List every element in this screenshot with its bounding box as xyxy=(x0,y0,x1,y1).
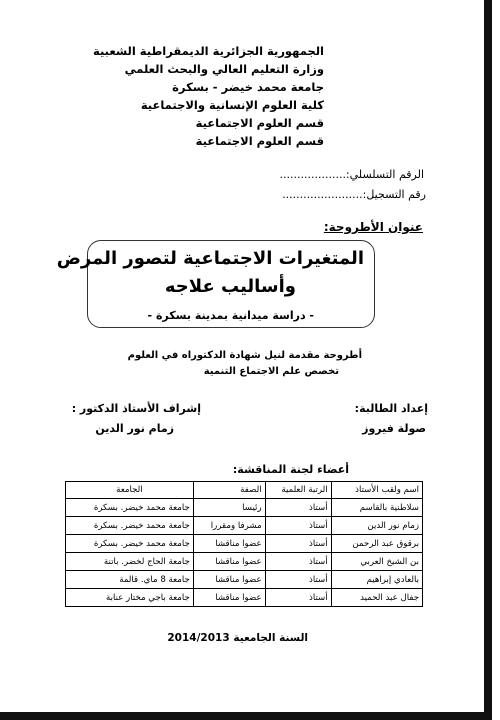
thesis-title-box xyxy=(56,240,375,328)
table-row xyxy=(66,589,423,607)
university-line: جامعة محمد خيضر - بسكرة xyxy=(172,80,324,94)
member-university: جامعة الحاج لخضر. باتنة xyxy=(66,553,194,571)
institution-header xyxy=(93,42,324,150)
member-role: رئيسا xyxy=(193,499,265,517)
member-role: عضوا مناقشا xyxy=(193,571,265,589)
committee-label: أعضاء لجنة المناقشة: xyxy=(232,463,349,476)
republic-line: الجمهورية الجزائرية الديمقراطية الشعبية xyxy=(92,44,324,58)
column-header-name: اسم ولقب الأستاذ xyxy=(331,482,422,499)
specialization: تخصص علم الاجتماع التنمية xyxy=(203,366,339,377)
table-row xyxy=(66,553,423,571)
table-row xyxy=(66,535,423,553)
member-role: مشرفا ومقررا xyxy=(193,517,265,535)
ministry-line: وزارة التعليم العالي والبحث العلمي xyxy=(124,62,324,76)
member-name: زمام نور الدين xyxy=(331,517,422,535)
member-name: بالعادي إبراهيم xyxy=(331,571,422,589)
member-role: عضوا مناقشا xyxy=(193,589,265,607)
table-row xyxy=(66,517,423,535)
department-line-repeat: قسم العلوم الاجتماعية xyxy=(195,134,324,148)
academic-year: السنة الجامعية 2014/2013 xyxy=(167,632,308,644)
committee-table xyxy=(65,481,423,607)
member-rank: أستاذ xyxy=(265,553,331,571)
member-role: عضوا مناقشا xyxy=(193,535,265,553)
member-role: عضوا مناقشا xyxy=(193,553,265,571)
thesis-description: أطروحة مقدمة لنيل شهادة الدكتوراه في العلوم xyxy=(127,350,362,361)
member-rank: أستاذ xyxy=(265,517,331,535)
table-header-row xyxy=(66,482,423,499)
table-row xyxy=(66,499,423,517)
faculty-line: كلية العلوم الإنسانية والاجتماعية xyxy=(140,98,324,112)
supervisor-label: إشراف الأستاذ الدكتور : xyxy=(71,402,201,415)
member-rank: أستاذ xyxy=(265,571,331,589)
column-header-role: الصفة xyxy=(193,482,265,499)
member-university: جامعة محمد خيضر. بسكرة xyxy=(66,499,194,517)
member-name: جفال عبد الحميد xyxy=(331,589,422,607)
table-row xyxy=(66,571,423,589)
thesis-title-label: عنوان الأطروحة: xyxy=(323,220,423,234)
column-header-university: الجامعة xyxy=(66,482,194,499)
member-name: بن الشيخ العربي xyxy=(331,553,422,571)
member-university: جامعة محمد خيضر. بسكرة xyxy=(66,517,194,535)
member-university: جامعة 8 ماي. قالمة xyxy=(66,571,194,589)
member-rank: أستاذ xyxy=(265,499,331,517)
prepared-by-label: إعداد الطالبة: xyxy=(354,402,428,415)
column-header-rank: الرتبة العلمية xyxy=(265,482,331,499)
member-name: برقوق عبد الرحمن xyxy=(331,535,422,553)
supervisor-name: زمام نور الدين xyxy=(95,422,174,435)
serial-number: الرقم التسلسلي:................... xyxy=(279,168,424,181)
registration-number: رقم التسجيل:....................... xyxy=(282,188,426,201)
thesis-subtitle: - دراسة ميدانية بمدينة بسكرة - xyxy=(147,309,314,322)
student-name: صولة فيروز xyxy=(362,422,426,435)
thesis-title-line2: وأساليب علاجه xyxy=(164,276,296,297)
member-university: جامعة محمد خيضر. بسكرة xyxy=(66,535,194,553)
department-line: قسم العلوم الاجتماعية xyxy=(195,116,324,130)
thesis-title-line1: المتغيرات الاجتماعية لتصور المرض xyxy=(56,248,364,269)
member-rank: أستاذ xyxy=(265,589,331,607)
member-name: سلاطنية بالقاسم xyxy=(331,499,422,517)
member-university: جامعة باجي مختار عنابة xyxy=(66,589,194,607)
member-rank: أستاذ xyxy=(265,535,331,553)
